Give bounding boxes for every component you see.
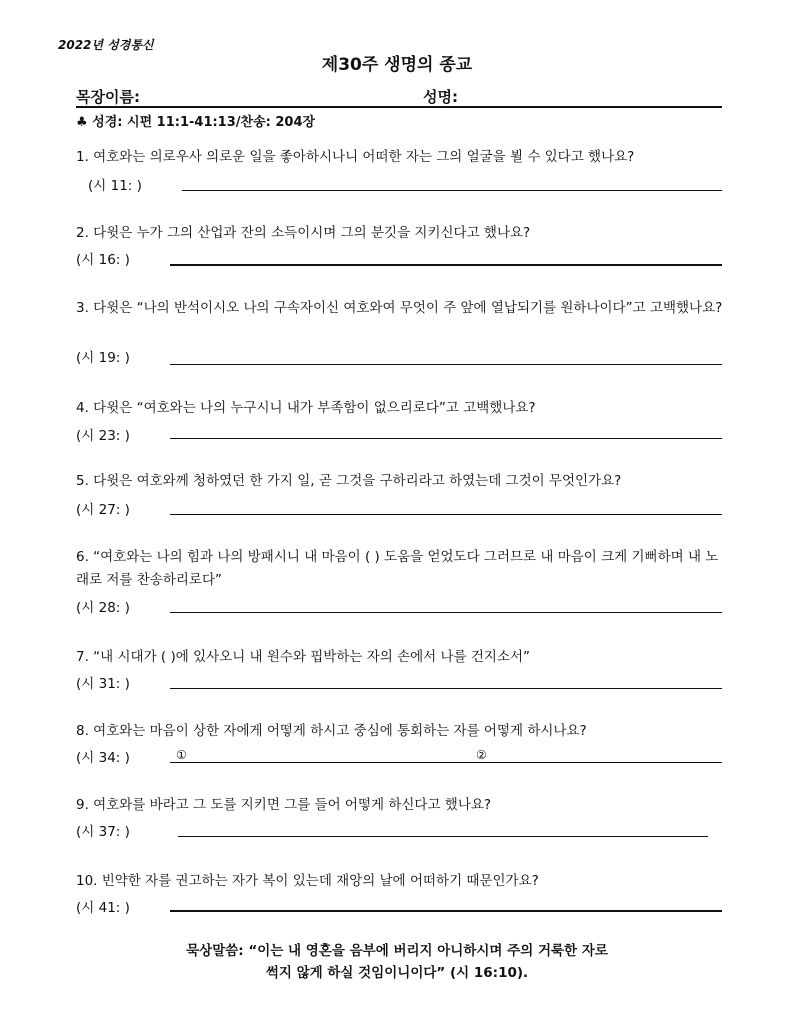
meditation-line-2: 썩지 않게 하실 것임이니이다” (시 16:10). xyxy=(265,965,529,981)
question-9-ref: (시 37: ) xyxy=(76,824,130,840)
answer-line-8[interactable] xyxy=(170,762,722,763)
question-3-ref: (시 19: ) xyxy=(76,350,130,366)
answer-line-3[interactable] xyxy=(170,364,722,365)
name-label: 성명: xyxy=(423,88,458,106)
question-6-ref: (시 28: ) xyxy=(76,600,130,616)
question-2: 2. 다윗은 누가 그의 산업과 잔의 소득이시며 그의 분깃을 지키신다고 했나요? xyxy=(76,225,531,241)
answer-line-7[interactable] xyxy=(170,688,722,689)
question-9: 9. 여호와를 바라고 그 도를 지키면 그를 들어 어떻게 하신다고 했나요? xyxy=(76,797,492,813)
answer-line-9[interactable] xyxy=(178,836,708,837)
scripture-line: ♣ 성경: 시편 11:1-41:13/찬송: 204장 xyxy=(76,115,316,130)
question-7: 7. “내 시대가 ( )에 있사오니 내 원수와 핍박하는 자의 손에서 나를 건지소서” xyxy=(76,649,531,665)
answer-line-4[interactable] xyxy=(170,438,722,439)
question-8-ref: (시 34: ) xyxy=(76,750,130,766)
question-6: 6. “여호와는 나의 힘과 나의 방패시니 내 마음이 ( ) 도움을 얻었도다 그러므로 내 마음이 크게 기뻐하며 내 노래로 저를 찬송하리로다” xyxy=(76,549,719,588)
question-8: 8. 여호와는 마음이 상한 자에게 어떻게 하시고 중심에 통회하는 자를 어떻게 하시나요? xyxy=(76,723,587,739)
answer-line-5[interactable] xyxy=(170,514,722,515)
answer-line-6[interactable] xyxy=(170,612,722,613)
church-label: 목장이름: xyxy=(76,88,140,106)
question-5: 5. 다윗은 여호와께 청하였던 한 가지 일, 곧 그것을 구하리라고 하였는데 그것이 무엇인가요? xyxy=(76,473,622,489)
question-2-ref: (시 16: ) xyxy=(76,252,130,268)
question-7-ref: (시 31: ) xyxy=(76,676,130,692)
question-10: 10. 빈약한 자를 권고하는 자가 복이 있는데 재앙의 날에 어떠하기 때문인가요? xyxy=(76,873,539,889)
question-1: 1. 여호와는 의로우사 의로운 일을 좋아하시나니 어떠한 자는 그의 얼굴을 뵐 수 있다고 했나요? xyxy=(76,149,635,165)
question-1-ref: (시 11: ) xyxy=(88,178,142,194)
question-10-ref: (시 41: ) xyxy=(76,900,130,916)
answer-line-2[interactable] xyxy=(170,264,722,266)
question-4-ref: (시 23: ) xyxy=(76,428,130,444)
page-title: 제30주 생명의 종교 xyxy=(321,55,473,75)
answer-line-1[interactable] xyxy=(182,190,722,191)
answer-marker-2: ② xyxy=(476,748,487,762)
meditation-verse xyxy=(0,940,794,984)
header-note: 2022년 성경통신 xyxy=(58,38,154,52)
question-4: 4. 다윗은 “여호와는 나의 누구시니 내가 부족함이 없으리로다”고 고백했나요? xyxy=(76,400,536,416)
question-3: 3. 다윗은 “나의 반석이시오 나의 구속자이신 여호와여 무엇이 주 앞에 열납되기를 원하나이다”고 고백했나요? xyxy=(76,300,723,316)
question-5-ref: (시 27: ) xyxy=(76,502,130,518)
answer-marker-1: ① xyxy=(176,748,187,762)
answer-line-10[interactable] xyxy=(170,910,722,912)
name-row xyxy=(76,86,722,108)
meditation-line-1: 묵상말씀: “이는 내 영혼을 음부에 버리지 아니하시며 주의 거룩한 자로 xyxy=(186,943,608,959)
